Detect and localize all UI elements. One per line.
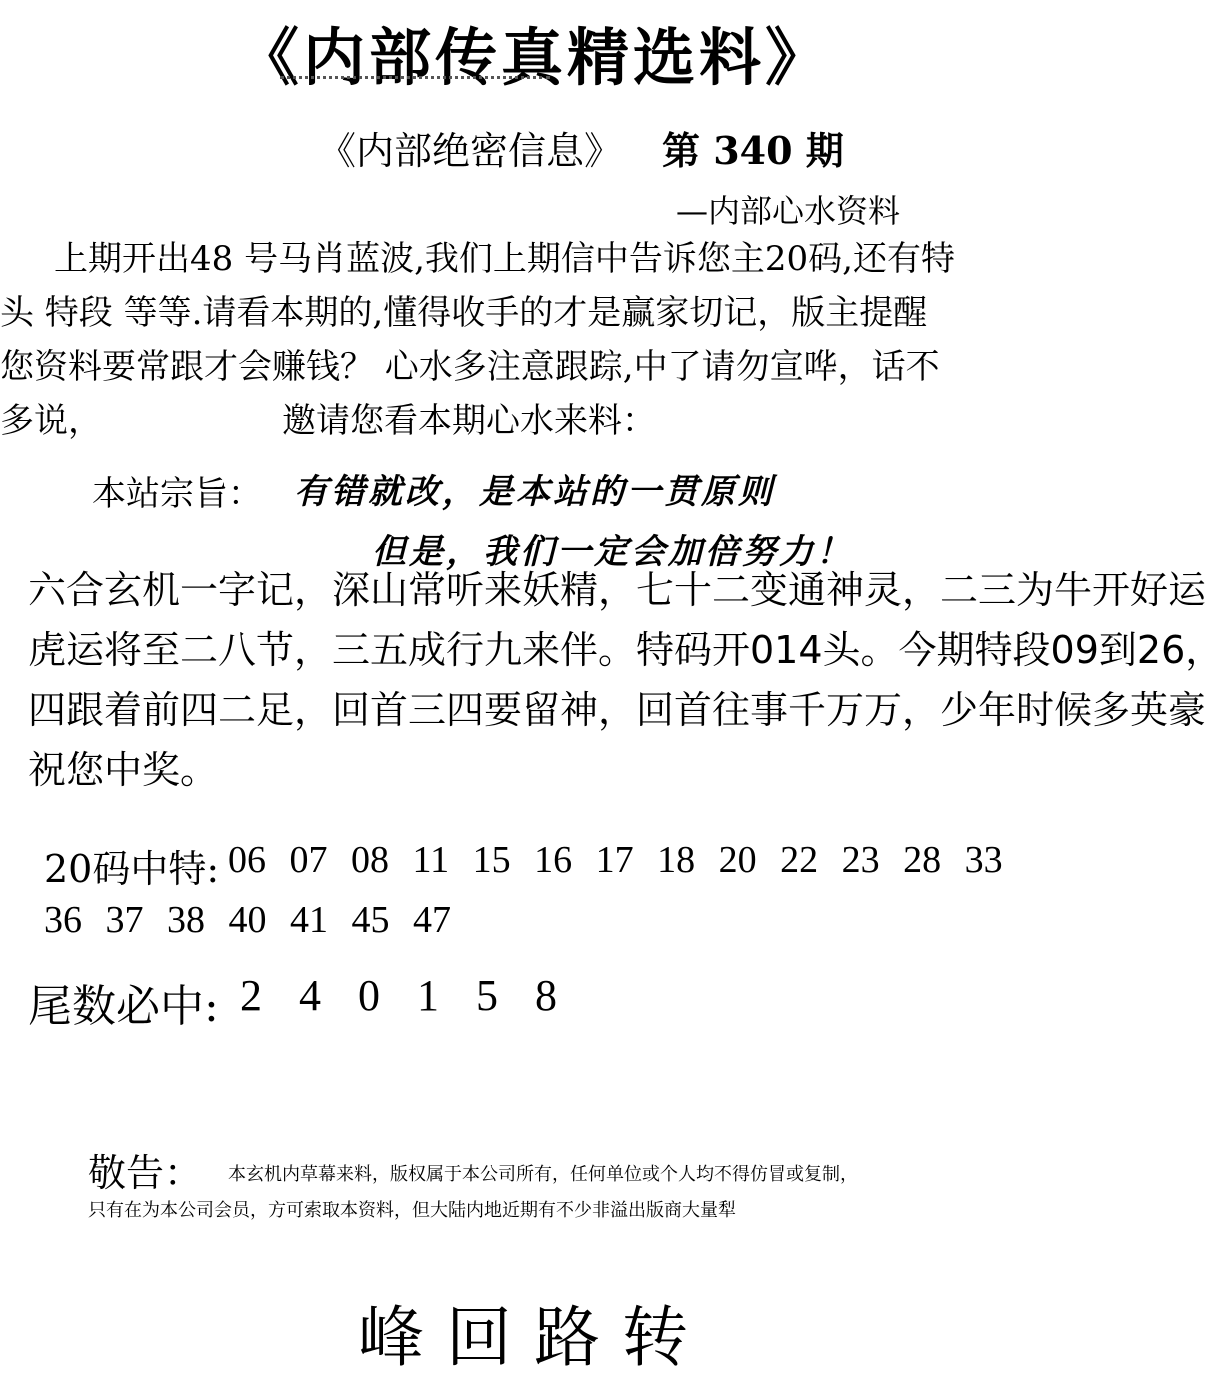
intro-line-4 xyxy=(0,394,1068,448)
source-label: —内部心水资料 xyxy=(676,192,901,230)
notice-line-1: 本玄机内草幕来料，版权属于本公司所有，任何单位或个人均不得仿冒或复制， xyxy=(228,1164,858,1185)
intro-paragraph xyxy=(0,232,1068,448)
subtitle: 《内部绝密信息》 xyxy=(318,129,623,173)
issue-number: 第 340 期 xyxy=(662,128,844,173)
numbers-row-2: 36 37 38 40 41 45 47 xyxy=(44,899,451,941)
intro-line-3: 您资料要常跟才会赚钱？ 心水多注意跟踪,中了请勿宣哗，话不 xyxy=(0,347,940,387)
numbers-label: 20码中特: xyxy=(44,847,220,891)
intro-line-1: 上期开出48 号马肖蓝波,我们上期信中告诉您主20码,还有特 xyxy=(54,239,955,279)
aim-label: 本站宗旨： xyxy=(92,474,262,514)
poem-line-1: 六合玄机一字记，深山常听来妖精，七十二变通神灵，二三为牛开好运 xyxy=(28,568,1207,612)
intro-line-4b: 邀请您看本期心水来料： xyxy=(282,401,656,441)
footer-slogan: 峰回路转 xyxy=(358,1299,710,1376)
tail-label: 尾数必中: xyxy=(28,981,219,1032)
page-title: 《内部传真精选料》 xyxy=(236,21,831,94)
tail-values: 2 4 0 1 5 8 xyxy=(240,971,563,1020)
aim-text-1: 有错就改，是本站的一贯原则 xyxy=(294,472,775,512)
aim-text-2: 但是，我们一定会加倍努力！ xyxy=(372,532,853,572)
notice-label: 敬告： xyxy=(88,1151,203,1195)
poem-paragraph xyxy=(28,560,1223,800)
poem-line-4: 祝您中奖。 xyxy=(28,748,219,792)
numbers-row-1: 06 07 08 11 15 16 17 18 20 22 23 28 33 xyxy=(228,839,1003,881)
poem-line-3: 四跟着前四二足，回首三四要留神，回首往事千万万，少年时候多英豪 xyxy=(28,688,1207,732)
intro-line-2: 头 特段 等等.请看本期的,懂得收手的才是赢家切记，版主提醒 xyxy=(0,293,928,333)
poem-line-2: 虎运将至二八节，三五成行九来伴。特码开014头。今期特段09到26， xyxy=(28,628,1223,672)
intro-line-4a: 多说， xyxy=(0,401,102,441)
title-underline xyxy=(280,76,550,79)
notice-line-2: 只有在为本公司会员，方可索取本资料，但大陆内地近期有不少非溢出版商大量犁 xyxy=(88,1200,736,1221)
